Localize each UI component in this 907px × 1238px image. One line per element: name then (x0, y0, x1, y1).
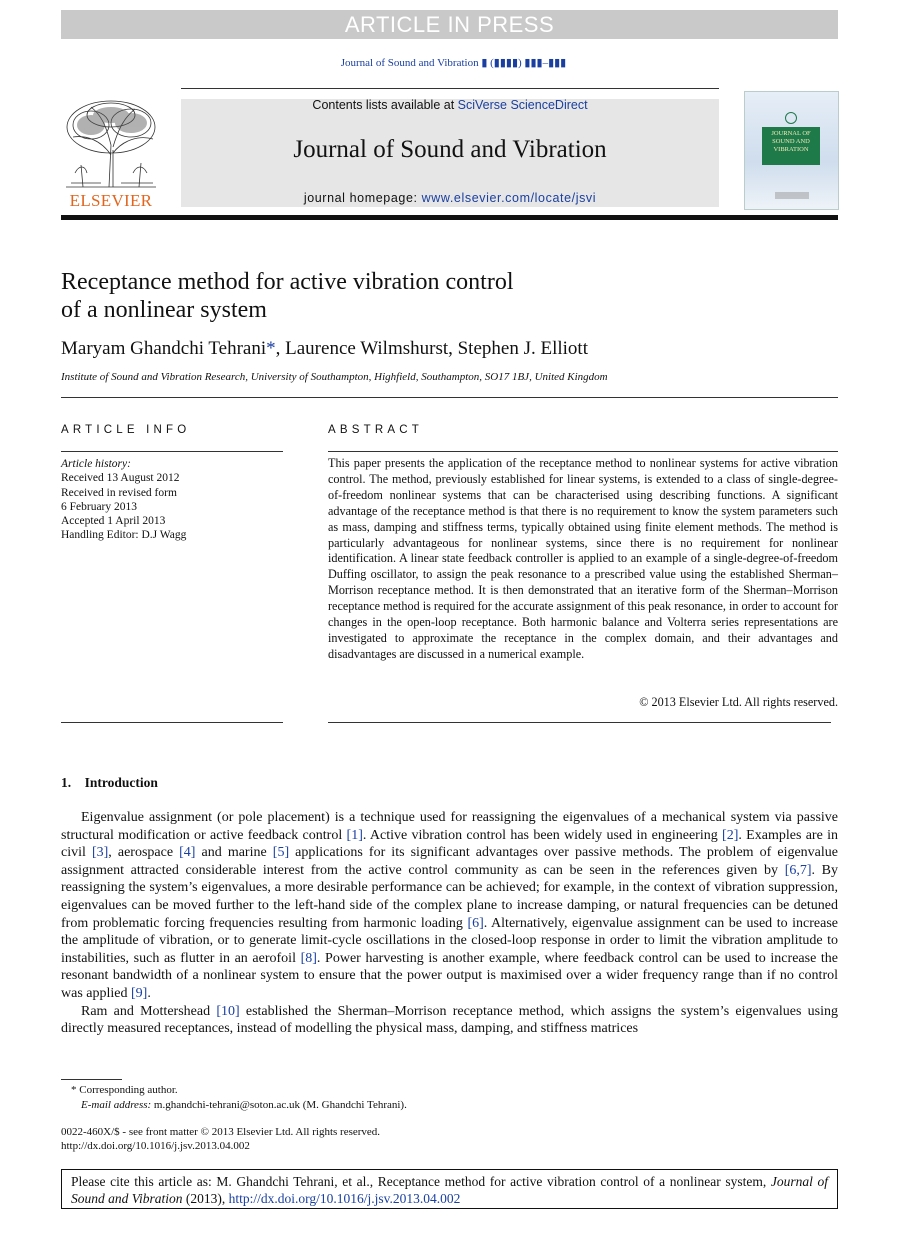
citation-doi-link[interactable]: http://dx.doi.org/10.1016/j.jsv.2013.04.002 (228, 1190, 461, 1206)
paragraph-text: , aerospace (108, 845, 180, 861)
publisher-name: ELSEVIER (69, 191, 153, 210)
citation-year: (2013), (182, 1190, 229, 1206)
paragraph-text: applications for its significant advantages over passive methods. The problem of eigenvalue assignment attracted considerable interest from the active control community as can be seen in the references given by (61, 845, 838, 878)
paragraph-text: . (147, 985, 151, 1001)
journal-cover-thumbnail[interactable] (744, 91, 839, 210)
sciencedirect-link[interactable]: SciVerse ScienceDirect (457, 98, 588, 112)
paragraph-2 (61, 1003, 838, 1038)
citation-ref-link[interactable]: [5] (272, 845, 290, 861)
journal-reference[interactable]: Journal of Sound and Vibration ▮ (▮▮▮▮) ▮▮▮–▮▮▮ (340, 57, 567, 69)
citation-ref-link[interactable]: [9] (130, 985, 148, 1001)
title-line-2: of a nonlinear system (61, 297, 267, 323)
paragraph-text: . Alternatively, eigenvalue assignment can be used to increase the amplitude of vibration, or to generate limit-cycle oscillations in the closed-loop response in order to limit the vibration amplitude to instabilities, such as flutter in an aerofoil (61, 915, 838, 966)
homepage-prefix: journal homepage: (303, 191, 422, 205)
paragraph-text: and marine (195, 845, 273, 861)
citation-text (71, 1174, 828, 1207)
article-history (61, 457, 283, 543)
paragraph-text: . Power harvesting is another example, where feedback control can be used to increase the resonant bandwidth of a nonlinear system to ensure that the power output is maximised over a wider frequency range than if no control was applied (61, 950, 839, 1001)
introduction-body (61, 809, 838, 1038)
article-in-press-banner: ARTICLE IN PRESS (61, 10, 838, 39)
other-authors: , Laurence Wilmshurst, Stephen J. Elliott (275, 338, 588, 359)
abstract-heading: ABSTRACT (328, 424, 423, 436)
corresponding-author-footnote: * Corresponding author. (71, 1084, 178, 1096)
paragraph-text: . By reassigning the system’s eigenvalues, a more desirable performance can be achieved; for example, in the context of vibration suppression, eigenvalues can be moved further to the left-hand side of the complex plane to increase damping, or natural frequencies can be detuned from problematic forcing frequencies resulting from harmonic loading (61, 862, 838, 931)
tree-icon (61, 95, 161, 190)
divider (328, 451, 838, 452)
citation-prefix: Please cite this article as: M. Ghandchi Tehrani, et al., Receptance method for active vibration control of a nonlinear system, (71, 1174, 771, 1189)
citation-ref-link[interactable]: [6,7] (784, 862, 812, 878)
email-footnote (61, 1099, 681, 1111)
history-item: Handling Editor: D.J Wagg (61, 529, 187, 542)
abstract-text: This paper presents the application of the receptance method to nonlinear systems for active vibration control. The method, previously established for linear systems, is extended to a class of single-degree-of-freedom nonlinear systems that can be characterised using describing functions. A significant advantage of the receptance method is that there is no requirement to know the system parameters such as mass, damping and stiffness terms, typically obtained using finite element methods. The method is particularly advantageous for nonlinear systems, since there is no requirement for nonlinear identification. A linear state feedback controller is applied to an example of a single-degree-of-freedom Duffing oscillator, to assign the peak resonance to a prescribed value using the established Sherman–Morrison receptance method. It is then demonstrated that an iterative form of the Sherman–Morrison receptance method is required for the accurate assignment of this peak resonance, in order to account for changes in the open-loop receptance. Both harmonic balance and Volterra series representations are investigated to approximate the receptance in the complex domain, and their advantages and disadvantages are discussed in a numerical example. (328, 456, 838, 661)
paragraph-text: . Active vibration control has been widely used in engineering (362, 827, 723, 843)
history-item: 6 February 2013 (61, 500, 138, 513)
paragraph-text: established the Sherman–Morrison receptance method, which assigns the system’s eigenvalues using directly measured receptances, instead of modelling the physical mass, damping, and stiffness matrices (61, 1003, 839, 1037)
doi-line[interactable]: http://dx.doi.org/10.1016/j.jsv.2013.04.002 (61, 1140, 250, 1152)
author-1[interactable]: Maryam Ghandchi Tehrani (61, 338, 267, 359)
citation-ref-link[interactable]: [3] (91, 845, 109, 861)
affiliation: Institute of Sound and Vibration Research, University of Southampton, Highfield, Southampton, SO17 1BJ, United Kingdom (61, 371, 608, 383)
header-thick-rule (61, 215, 838, 220)
author-list (61, 338, 838, 360)
journal-homepage-link[interactable]: www.elsevier.com/locate/jsvi (421, 191, 597, 205)
citation-ref-link[interactable]: [1] (346, 827, 363, 843)
footnote-rule (61, 1079, 122, 1080)
history-label: Article history: (61, 458, 131, 470)
journal-emblem-icon (785, 112, 797, 124)
paragraph-1 (61, 809, 838, 1003)
cover-title: JOURNAL OF SOUND AND VIBRATION (771, 130, 811, 153)
homepage-line (181, 191, 719, 205)
front-matter-line: 0022-460X/$ - see front matter © 2013 Elsevier Ltd. All rights reserved. (61, 1126, 381, 1138)
contents-prefix: Contents lists available at (312, 98, 458, 112)
journal-title: Journal of Sound and Vibration (293, 136, 607, 163)
section-heading-introduction: 1. Introduction (61, 775, 158, 790)
citation-ref-link[interactable]: [8] (300, 950, 317, 966)
title-line-1: Receptance method for active vibration control (61, 269, 514, 295)
divider (61, 722, 283, 723)
email-address[interactable]: m.ghandchi-tehrani@soton.ac.uk (M. Ghandchi Tehrani). (151, 1099, 407, 1111)
paragraph-text: . Examples are in civil (61, 827, 838, 861)
corresponding-author-mark[interactable]: * (266, 338, 276, 359)
history-item: Accepted 1 April 2013 (61, 515, 166, 528)
citation-ref-link[interactable]: [6] (467, 915, 484, 931)
citation-ref-link[interactable]: [4] (179, 845, 196, 861)
abstract-copyright: © 2013 Elsevier Ltd. All rights reserved. (639, 695, 838, 709)
article-title (61, 268, 761, 324)
contents-line (181, 98, 719, 112)
paragraph-text: Eigenvalue assignment (or pole placement) is a technique used for reassigning the eigenvalues of a mechanical system via passive structural modification or active feedback control (61, 810, 838, 843)
paragraph-text: Ram and Mottershead (81, 1003, 217, 1019)
header-divider (181, 88, 719, 89)
divider (61, 451, 283, 452)
history-item: Received in revised form (61, 486, 177, 499)
citation-ref-link[interactable]: [10] (216, 1003, 240, 1019)
history-item: Received 13 August 2012 (61, 472, 180, 485)
divider (61, 397, 838, 398)
article-info-heading: ARTICLE INFO (61, 424, 191, 436)
cover-publisher-mark (775, 192, 809, 199)
citation-journal: Journal of Sound and Vibration (71, 1174, 828, 1206)
divider (328, 722, 831, 723)
email-label: E-mail address: (81, 1099, 152, 1111)
citation-ref-link[interactable]: [2] (722, 827, 739, 843)
